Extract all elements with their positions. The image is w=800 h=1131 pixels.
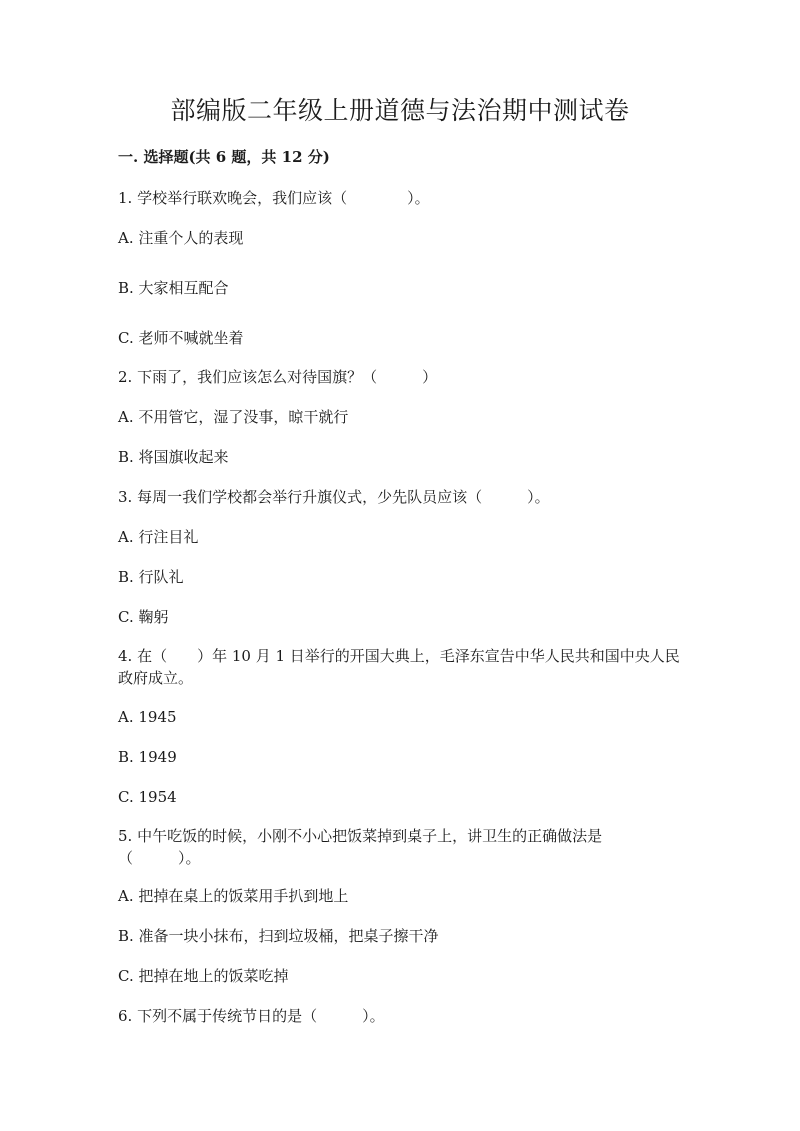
option: C. 鞠躬 [118, 608, 169, 626]
section-heading: 一. 选择题(共 6 题，共 12 分) [118, 148, 330, 166]
question-stem: 1. 学校举行联欢晚会，我们应该（ ）。 [118, 189, 430, 207]
option: A. 行注目礼 [118, 528, 199, 546]
option: A. 注重个人的表现 [118, 229, 244, 247]
option: C. 1954 [118, 788, 177, 806]
option: A. 不用管它，湿了没事，晾干就行 [118, 408, 349, 426]
question-stem: 3. 每周一我们学校都会举行升旗仪式，少先队员应该（ ）。 [118, 488, 550, 506]
question-stem: 2. 下雨了，我们应该怎么对待国旗？（ ） [118, 368, 438, 386]
question-stem: 5. 中午吃饭的时候，小刚不小心把饭菜掉到桌子上，讲卫生的正确做法是（ ）。 [118, 827, 603, 867]
question-stem: 4. 在（ ）年 10 月 1 日举行的开国大典上，毛泽东宣告中华人民共和国中央人民政府成立。 [118, 647, 680, 687]
option: B. 准备一块小抹布，扫到垃圾桶，把桌子擦干净 [118, 927, 439, 945]
page-title: 部编版二年级上册道德与法治期中测试卷 [170, 96, 630, 125]
option: B. 1949 [118, 748, 177, 766]
option: B. 行队礼 [118, 568, 184, 586]
option: A. 把掉在桌上的饭菜用手扒到地上 [118, 887, 349, 905]
option: B. 将国旗收起来 [118, 448, 229, 466]
option: C. 老师不喊就坐着 [118, 329, 244, 347]
option: C. 把掉在地上的饭菜吃掉 [118, 967, 289, 985]
question-stem: 6. 下列不属于传统节日的是（ ）。 [118, 1007, 385, 1025]
option: A. 1945 [118, 708, 177, 726]
option: B. 大家相互配合 [118, 279, 229, 297]
